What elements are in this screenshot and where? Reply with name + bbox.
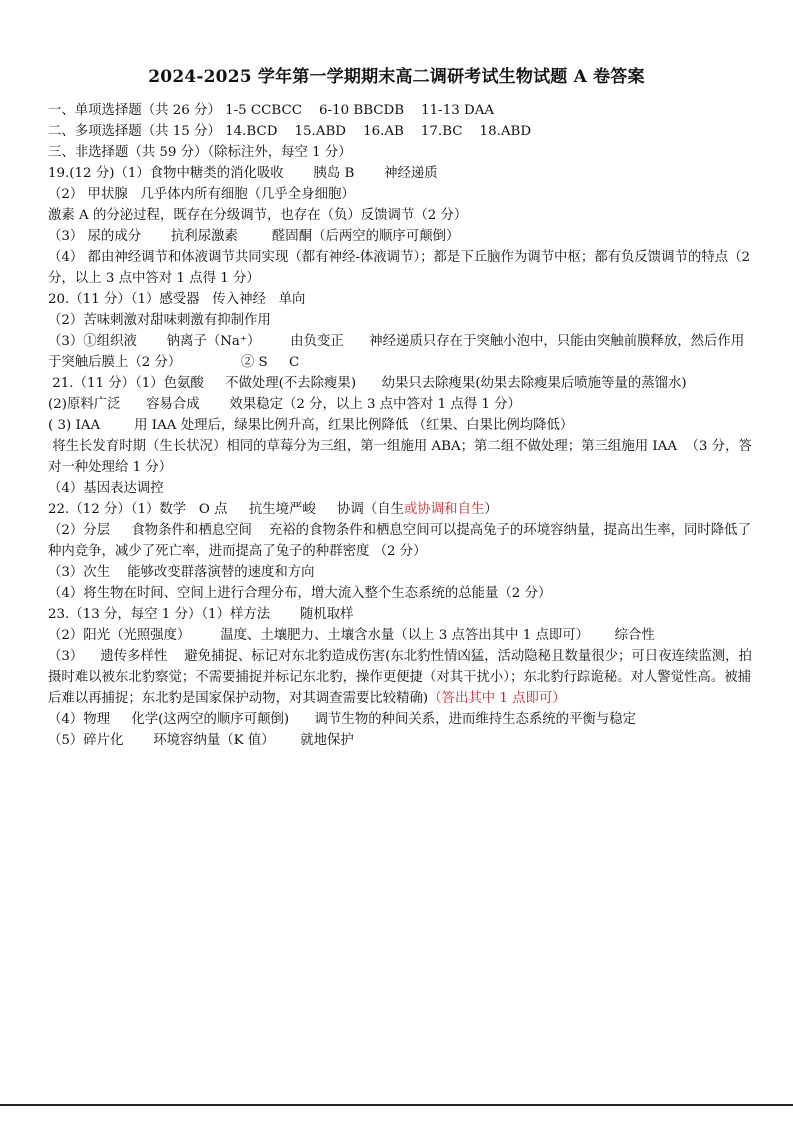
q22-part3: （3）次生 能够改变群落演替的速度和方向 <box>48 565 315 580</box>
q19-part2: （2） 甲状腺 几乎体内所有细胞（几乎全身细胞） <box>48 187 355 202</box>
q21-part2: (2)原料广泛 容易合成 效果稳定（2 分，以上 3 点中答对 1 点得 1 分） <box>48 397 521 412</box>
q23-note: （答出其中 1 点即可） <box>428 691 566 706</box>
section-1-single-choice: 一、单项选择题（共 26 分） 1-5 CCBCC 6-10 BBCDB 11-13 DAA <box>48 103 495 118</box>
q23-part2: （2）阳光（光照强度） 温度、土壤肥力、土壤含水量（以上 3 点答出其中 1 点即可） 综合性 <box>48 628 655 643</box>
q23-part3: （3） 遗传多样性 避免捕捉、标记对东北豹造成伤害(东北豹性情凶猛，活动隐秘且数量很少；可日夜连续监测，拍摄时难以被东北豹察觉；不需要捕捉并标记东北豹，操作更便捷（对其干扰小）；东北豹行踪诡秘。对人警觉性高。被捕后难以再捕捉；东北豹是国家保护动物，对其调查需要比较精确)（答出其中 1 点即可） <box>48 649 752 706</box>
bottom-divider <box>0 1104 793 1106</box>
section-3-header: 三、非选择题（共 59 分）（除标注外，每空 1 分） <box>48 145 352 160</box>
q21-part4: （4）基因表达调控 <box>48 481 164 496</box>
q23-part5: （5）碎片化 环境容纳量（K 值） 就地保护 <box>48 733 354 748</box>
q21-part1: 21.（11 分）（1）色氨酸 不做处理(不去除瘦果) 幼果只去除瘦果(幼果去除瘦果后喷施等量的蒸馏水) <box>48 376 687 391</box>
q22-part2: （2）分层 食物条件和栖息空间 充裕的食物条件和栖息空间可以提高兔子的环境容纳量，提高出生率，同时降低了种内竞争，减少了死亡率，进而提高了兔子的种群密度 （2 分） <box>48 523 751 559</box>
document-title: 2024-2025 学年第一学期期末高二调研考试生物试题 A 卷答案 <box>148 67 645 87</box>
q22-alt-answer: 或协调和自生 <box>404 502 485 517</box>
answer-body <box>48 100 753 751</box>
q22-part4: （4）将生物在时间、空间上进行合理分布，增大流入整个生态系统的总能量（2 分） <box>48 586 552 601</box>
q21-part3: ( 3) IAA 用 IAA 处理后，绿果比例升高，红果比例降低 （红果、白果比例均降低） <box>48 418 574 433</box>
q22-part1: 22.（12 分）（1）数学 O 点 抗生境严峻 协调（自生或协调和自生） <box>48 502 498 517</box>
q20-part2: （2）苦味刺激对甜味刺激有抑制作用 <box>48 313 271 328</box>
q20-part3: （3）①组织液 钠离子（Na⁺） 由负变正 神经递质只存在于突触小泡中，只能由突触前膜释放，然后作用于突触后膜上（2 分） ② S C <box>48 334 745 370</box>
q23-part4: （4）物理 化学(这两空的顺序可颠倒) 调节生物的种间关系，进而维持生态系统的平衡与稳定 <box>48 712 637 727</box>
q21-part3-design: 将生长发育时期（生长状况）相同的草莓分为三组，第一组施用 ABA；第二组不做处理；第三组施用 IAA （3 分，答对一种处理给 1 分） <box>48 439 752 475</box>
q19-part3: （3） 尿的成分 抗利尿激素 醛固酮（后两空的顺序可颠倒） <box>48 229 460 244</box>
q19-part1: 19.(12 分)（1）食物中糖类的消化吸收 胰岛 B 神经递质 <box>48 166 438 181</box>
q19-part2-explanation: 激素 A 的分泌过程，既存在分级调节，也存在（负）反馈调节（2 分） <box>48 208 468 223</box>
q19-part4: （4） 都由神经调节和体液调节共同实现（都有神经-体液调节）；都是下丘脑作为调节中枢；都有负反馈调节的特点（2 分，以上 3 点中答对 1 点得 1 分） <box>48 250 755 286</box>
section-2-multiple-choice: 二、多项选择题（共 15 分） 14.BCD 15.ABD 16.AB 17.BC 18.ABD <box>48 124 532 139</box>
q23-part1: 23.（13 分，每空 1 分）（1）样方法 随机取样 <box>48 607 354 622</box>
q20-part1: 20.（11 分）（1）感受器 传入神经 单向 <box>48 292 306 307</box>
